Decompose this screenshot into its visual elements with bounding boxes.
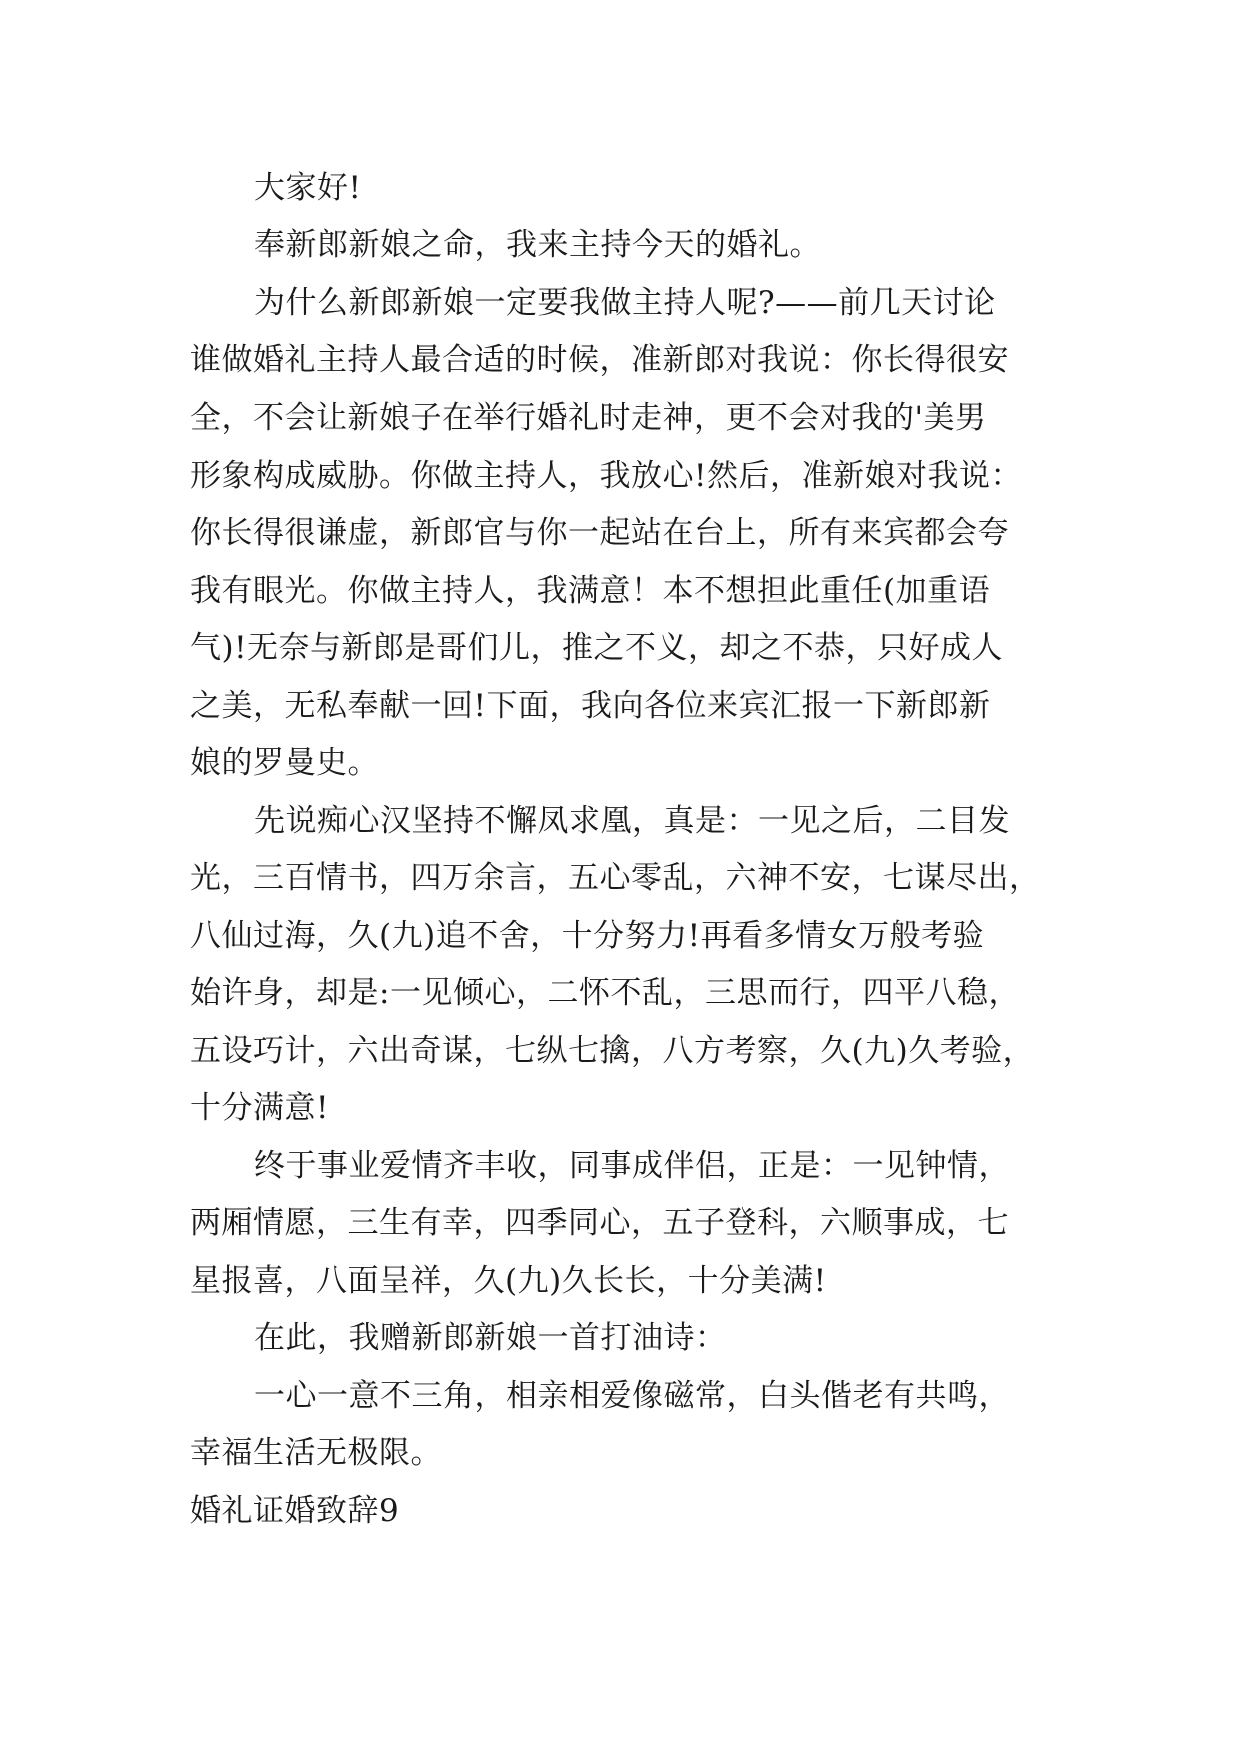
paragraph-2-line-3: 全，不会让新娘子在举行婚礼时走神，更不会对我的'美男 — [190, 400, 987, 436]
paragraph-3-line-1: 先说痴心汉坚持不懈凤求凰，真是：一见之后，二目发 — [254, 803, 1010, 839]
paragraph-3-line-2: 光，三百情书，四万余言，五心零乱，六神不安，七谋尽出， — [190, 860, 1041, 896]
poem-line-1: 一心一意不三角，相亲相爱像磁常，白头偕老有共鸣， — [254, 1378, 1010, 1414]
paragraph-4-line-1: 终于事业爱情齐丰收，同事成伴侣，正是：一见钟情， — [254, 1148, 1010, 1184]
paragraph-4-line-2: 两厢情愿，三生有幸，四季同心，五子登科，六顺事成，七 — [190, 1205, 1009, 1241]
greeting-line: 大家好! — [254, 170, 362, 206]
paragraph-1-line-1: 奉新郎新娘之命，我来主持今天的婚礼。 — [254, 227, 821, 263]
paragraph-2-line-8: 之美，无私奉献一回!下面，我向各位来宾汇报一下新郎新 — [190, 688, 991, 724]
paragraph-2-line-1: 为什么新郎新娘一定要我做主持人呢?——前几天讨论 — [254, 285, 996, 321]
paragraph-4-line-3: 星报喜，八面呈祥，久(九)久长长，十分美满! — [190, 1263, 827, 1299]
poem-line-2: 幸福生活无极限。 — [190, 1435, 442, 1471]
paragraph-5-line-1: 在此，我赠新郎新娘一首打油诗： — [254, 1320, 727, 1356]
paragraph-2-line-6: 我有眼光。你做主持人，我满意！本不想担此重任(加重语 — [190, 573, 991, 609]
paragraph-3-line-5: 五设巧计，六出奇谋，七纵七擒，八方考察，久(九)久考验， — [190, 1033, 1035, 1069]
paragraph-3-line-6: 十分满意! — [190, 1090, 329, 1126]
paragraph-2-line-9: 娘的罗曼史。 — [190, 745, 379, 781]
paragraph-3-line-3: 八仙过海，久(九)追不舍，十分努力!再看多情女万般考验 — [190, 918, 985, 954]
paragraph-2-line-7: 气)!无奈与新郎是哥们儿，推之不义，却之不恭，只好成人 — [190, 630, 1004, 666]
section-heading: 婚礼证婚致辞9 — [190, 1493, 400, 1529]
paragraph-2-line-5: 你长得很谦虚，新郎官与你一起站在台上，所有来宾都会夸 — [190, 515, 1009, 551]
paragraph-2-line-2: 谁做婚礼主持人最合适的时候，准新郎对我说：你长得很安 — [190, 342, 1009, 378]
paragraph-2-line-4: 形象构成威胁。你做主持人，我放心!然后，准新娘对我说： — [190, 458, 1022, 494]
paragraph-3-line-4: 始许身，却是:一见倾心，二怀不乱，三思而行，四平八稳， — [190, 975, 1020, 1011]
